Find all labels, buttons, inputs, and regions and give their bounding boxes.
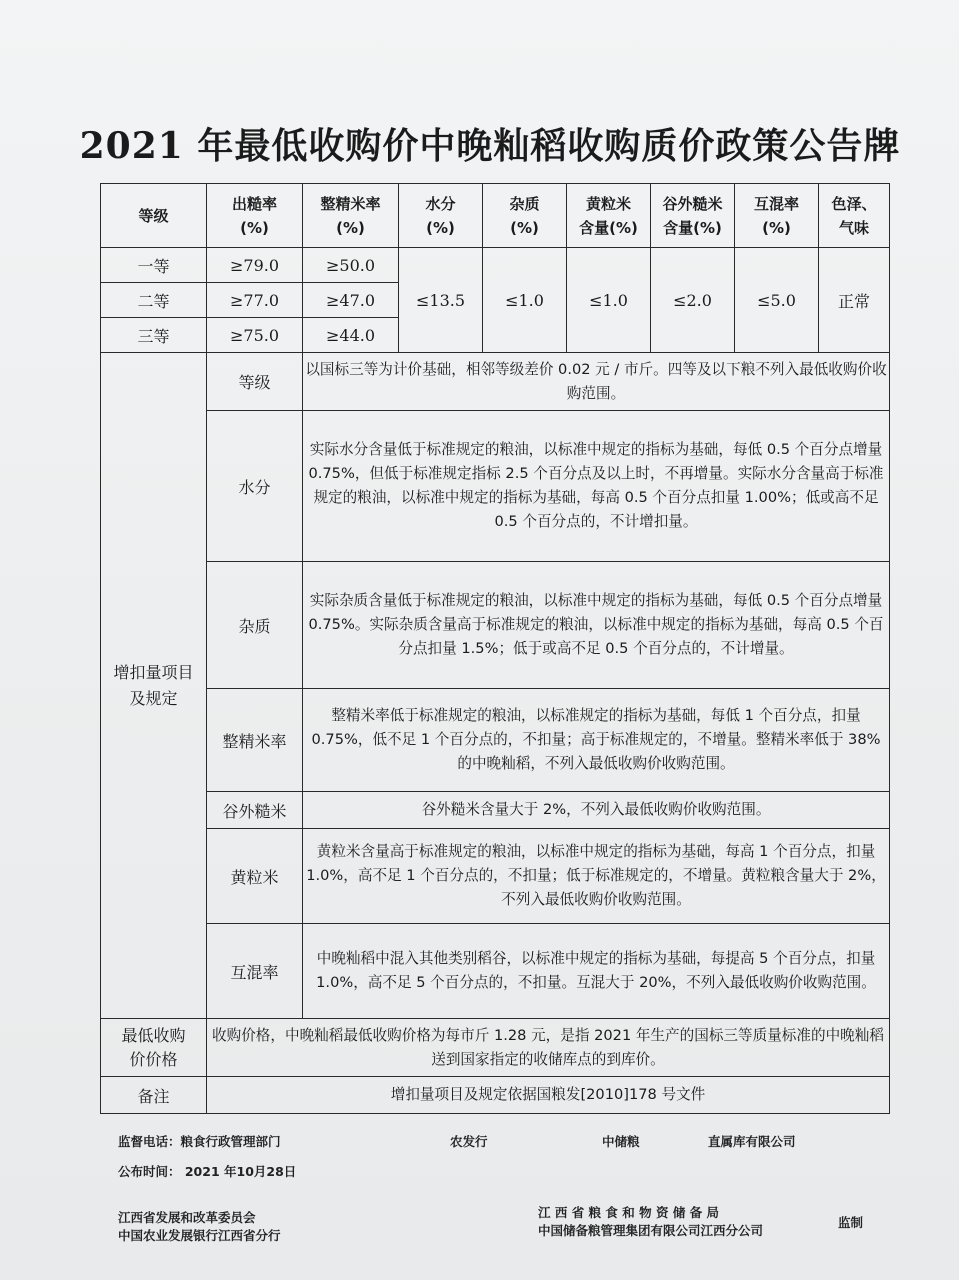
price-label [101, 1019, 207, 1077]
header-husk-rate-line1: 出糙率 [231, 194, 277, 213]
footer-org-4: 中国储备粮管理集团有限公司江西分公司 [538, 1223, 764, 1238]
grade-name: 三等 [101, 318, 207, 353]
rule-row [101, 689, 890, 792]
head-rice-value: ≥44.0 [303, 318, 399, 353]
header-color-smell-line1: 色泽、 [831, 194, 877, 213]
header-husk-rate [207, 184, 303, 248]
header-head-rice-line1: 整精米率 [320, 194, 381, 213]
rule-text: 整精米率低于标准规定的粮油，以标准规定的指标为基础，每低 1 个百分点，扣量 0.75%，低不足 1 个百分点的，不扣量；高于标准规定的，不增量。整精米率低于 38% 的中晚籼稻，不列入最低收购价收购范围。 [303, 689, 890, 792]
header-impurity [483, 184, 567, 248]
header-head-rice [303, 184, 399, 248]
footer-org-3: 江 西 省 粮 食 和 物 资 储 备 局 [538, 1205, 720, 1220]
rule-text: 中晚籼稻中混入其他类别稻谷，以标准中规定的指标为基础，每提高 5 个百分点，扣量 1.0%，高不足 5 个百分点的，不扣量。互混大于 20%，不列入最低收购价收购范围。 [303, 924, 890, 1019]
price-text: 收购价格，中晚籼稻最低收购价格为每市斤 1.28 元，是指 2021 年生产的国标三等质量标准的中晚籼稻送到国家指定的收储库点的到库价。 [207, 1019, 890, 1077]
head-rice-value: ≥50.0 [303, 248, 399, 283]
rule-text: 实际杂质含量低于标准规定的粮油，以标准中规定的指标为基础，每低 0.5 个百分点增量 0.75%。实际杂质含量高于标准规定的粮油，以标准中规定的指标为基础，每高 0.5 个百分点扣量 1.5%；低于或高不足 0.5 个百分点的，不计增量。 [303, 562, 890, 689]
moisture-value: ≤13.5 [399, 248, 483, 353]
price-row [101, 1019, 890, 1077]
supervision-phone: 监督电话：粮食行政管理部门 [118, 1134, 281, 1149]
footer-org-1: 江西省发展和改革委员会 [118, 1210, 256, 1225]
head-rice-value: ≥47.0 [303, 283, 399, 318]
husk-rate-value: ≥79.0 [207, 248, 303, 283]
unhusked-value: ≤2.0 [651, 248, 735, 353]
header-impurity-line1: 杂质 [509, 194, 540, 213]
rule-name: 谷外糙米 [207, 792, 303, 829]
header-color-smell [819, 184, 890, 248]
header-moisture-line2: (%) [426, 218, 455, 237]
footer-org-2: 中国农业发展银行江西省分行 [118, 1228, 281, 1243]
rule-text: 实际水分含量低于标准规定的粮油，以标准中规定的指标为基础，每低 0.5 个百分点增量 0.75%，但低于标准规定指标 2.5 个百分点及以上时，不再增量。实际水分含量高于标准规定的粮油，以标准中规定的指标为基础，每高 0.5 个百分点扣量 1.00%；低或高不足 0.5 个百分点的，不计增扣量。 [303, 411, 890, 562]
header-husk-rate-line2: (%) [240, 218, 269, 237]
note-text: 增扣量项目及规定依据国粮发[2010]178 号文件 [207, 1077, 890, 1114]
grade-row [101, 248, 890, 283]
page-title: 2021 年最低收购价中晚籼稻收购质价政策公告牌 [79, 125, 901, 167]
price-label-line1: 最低收购 [121, 1025, 186, 1045]
note-row [101, 1077, 890, 1114]
header-yellow-rice [567, 184, 651, 248]
yellow-rice-value: ≤1.0 [567, 248, 651, 353]
rule-name: 整精米率 [207, 689, 303, 792]
rule-row [101, 792, 890, 829]
grade-name: 二等 [101, 283, 207, 318]
price-label-line2: 价价格 [129, 1049, 178, 1069]
quality-price-table [100, 183, 890, 1114]
header-moisture-line1: 水分 [425, 194, 456, 213]
header-mix-rate-line1: 互混率 [753, 194, 799, 213]
rule-row [101, 411, 890, 562]
footer-adb: 农发行 [450, 1134, 488, 1149]
footer-sinograin: 中储粮 [602, 1134, 640, 1149]
rule-name: 等级 [207, 353, 303, 411]
rules-label-text: 增扣量项目及规定 [113, 662, 194, 708]
mix-rate-value: ≤5.0 [735, 248, 819, 353]
impurity-value: ≤1.0 [483, 248, 567, 353]
header-unhusked [651, 184, 735, 248]
footer-direct: 直属库有限公司 [708, 1134, 796, 1149]
header-unhusked-line1: 谷外糙米 [662, 194, 723, 213]
rule-name: 黄粒米 [207, 829, 303, 924]
rule-name: 杂质 [207, 562, 303, 689]
rule-text: 黄粒米含量高于标准规定的粮油，以标准中规定的指标为基础，每高 1 个百分点，扣量 1.0%，高不足 1 个百分点的，不扣量；低于标准规定的，不增量。黄粒粮含量大于 2%，不列入最低收购价收购范围。 [303, 829, 890, 924]
note-label: 备注 [101, 1077, 207, 1114]
husk-rate-value: ≥77.0 [207, 283, 303, 318]
husk-rate-value: ≥75.0 [207, 318, 303, 353]
header-yellow-rice-line1: 黄粒米 [585, 194, 631, 213]
color-smell-value: 正常 [819, 248, 890, 353]
header-mix-rate-line2: (%) [762, 218, 791, 237]
footer-supervise: 监制 [838, 1215, 864, 1230]
header-mix-rate [735, 184, 819, 248]
header-head-rice-line2: (%) [336, 218, 365, 237]
header-row [101, 184, 890, 248]
rules-label [101, 353, 207, 1019]
rule-row [101, 829, 890, 924]
rule-name: 水分 [207, 411, 303, 562]
rule-row [101, 353, 890, 411]
header-color-smell-line2: 气味 [838, 218, 869, 237]
rule-text: 谷外糙米含量大于 2%，不列入最低收购价收购范围。 [303, 792, 890, 829]
header-grade: 等级 [101, 184, 207, 248]
header-unhusked-line2: 含量(%) [663, 218, 722, 237]
rule-text: 以国标三等为计价基础，相邻等级差价 0.02 元 / 市斤。四等及以下粮不列入最低收购价收购范围。 [303, 353, 890, 411]
rule-row [101, 562, 890, 689]
rule-row [101, 924, 890, 1019]
header-yellow-rice-line2: 含量(%) [579, 218, 638, 237]
header-impurity-line2: (%) [510, 218, 539, 237]
publish-date: 公布时间： 2021 年10月28日 [118, 1164, 297, 1179]
grade-name: 一等 [101, 248, 207, 283]
header-moisture [399, 184, 483, 248]
rule-name: 互混率 [207, 924, 303, 1019]
